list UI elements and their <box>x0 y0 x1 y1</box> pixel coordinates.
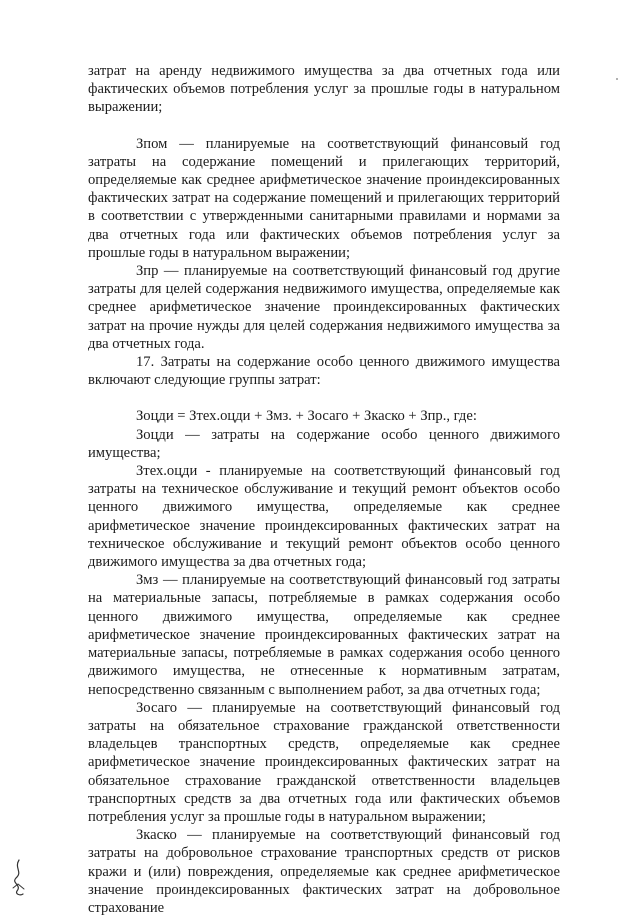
paragraph-zpom: Зпом — планируемые на соответствующий финансовый год затраты на содержание помещений и прилегающих территорий, определяемые как среднее арифметическое значение проиндексированных фактических затрат на содержание помещений и прилегающих территорий в соответствии с утвержденными санитарными правилами и нормами за два отчетных года или фактических объемов потребления услуг за прошлые годы в натуральном выражении; <box>88 135 560 261</box>
paragraph-zmz: Змз — планируемые на соответствующий финансовый год затраты на материальные запасы, потребляемые в рамках содержания особо ценного движимого имущества, определяемые как среднее арифметическое значение проиндексированных фактических затрат на материальные запасы, потребляемые в рамках содержания особо ценного движимого имущества, не отнесенные к нормативным затратам, непосредственно связанным с выполнением работ, за два отчетных года; <box>88 572 560 698</box>
paragraph-zocdi: Зоцди — затраты на содержание особо ценного движимого имущества; <box>88 426 560 461</box>
paragraph-ztech: Зтех.оцди - планируемые на соответствующий финансовый год затраты на техническое обслуживание и текущий ремонт объектов особо ценного движимого имущества, определяемые как среднее арифметическое значение проиндексированных фактических затрат на техническое обслуживание и текущий ремонт объектов особо ценного движимого имущества за два отчетных года; <box>88 463 560 571</box>
handwritten-mark-icon <box>8 858 30 898</box>
paragraph-section-17: 17. Затраты на содержание особо ценного движимого имущества включают следующие группы затрат: <box>88 354 560 389</box>
formula-line: Зоцди = Зтех.оцди + Змз. + Зосаго + Зкаско + Зпр., где: <box>136 408 477 425</box>
paragraph-zosago: Зосаго — планируемые на соответствующий финансовый год затраты на обязательное страхование гражданской ответственности владельцев транспортных средств, определяемые как среднее арифметическое значение проиндексированных фактических затрат на обязательное страхование гражданской ответственности владельцев транспортных средств за два отчетных года или фактических объемов потребления услуг за прошлые годы в натуральном выражении; <box>88 699 560 825</box>
document-body <box>88 62 560 917</box>
paragraph-zkasko: Зкаско — планируемые на соответствующий финансовый год затраты на добровольное страхование транспортных средств от рисков кражи и (или) повреждения, определяемые как среднее арифметическое значение проиндексированных фактических затрат на добровольное страхование <box>88 827 560 916</box>
scan-speck <box>616 78 618 80</box>
paragraph-zpr: Зпр — планируемые на соответствующий финансовый год другие затраты для целей содержания недвижимого имущества, определяемые как среднее арифметическое значение проиндексированных фактических затрат на прочие нужды для целей содержания недвижимого имущества за два отчетных года. <box>88 263 560 352</box>
paragraph-continuation: затрат на аренду недвижимого имущества за два отчетных года или фактических объемов потребления услуг за прошлые годы в натуральном выражении; <box>88 63 560 116</box>
